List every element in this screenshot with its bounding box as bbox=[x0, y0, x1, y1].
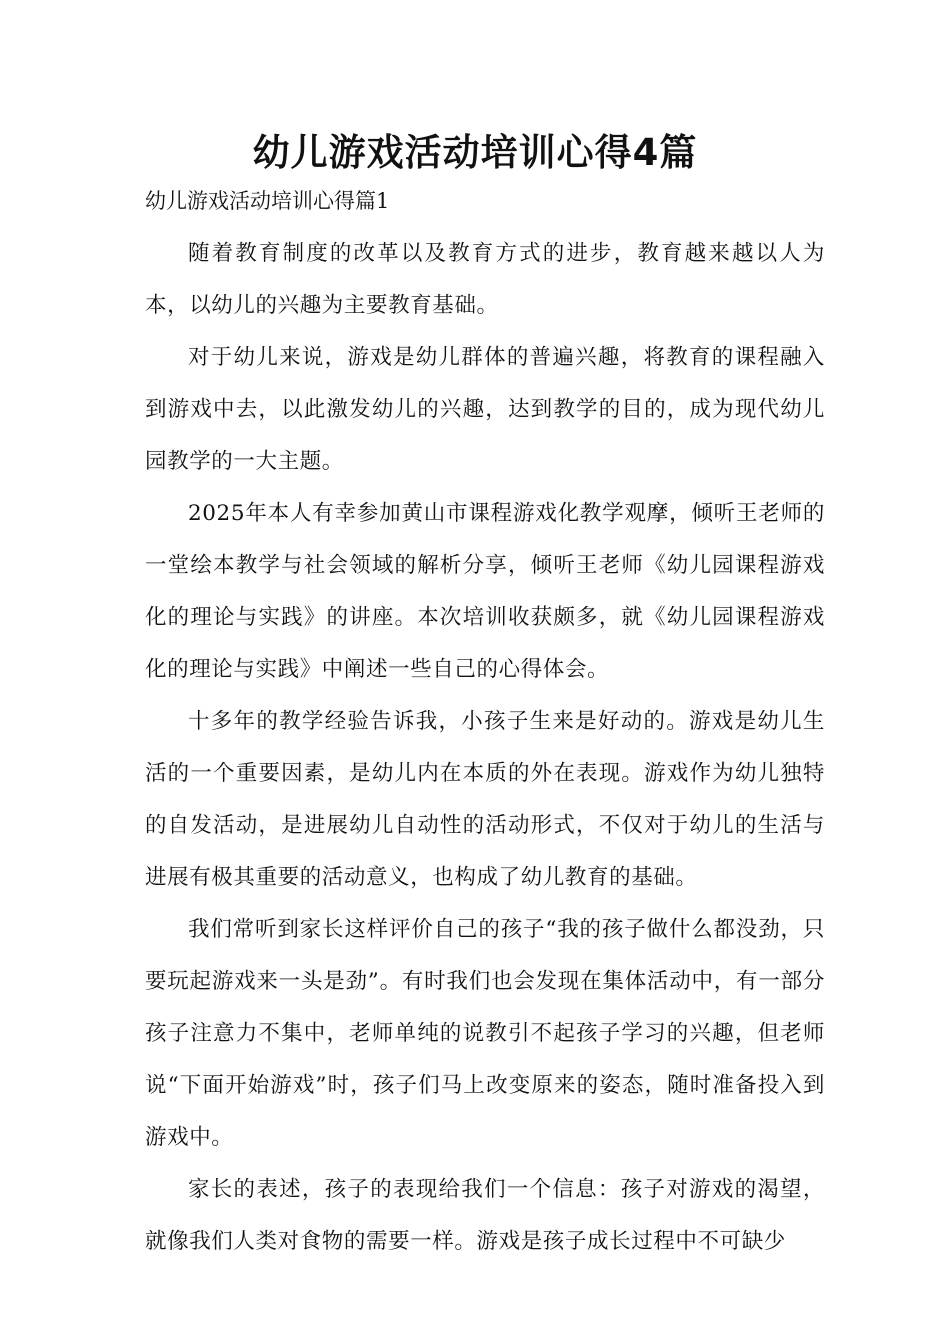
paragraph: 十多年的教学经验告诉我，小孩子生来是好动的。游戏是幼儿生活的一个重要因素，是幼儿内在本质的外在表现。游戏作为幼儿独特的自发活动，是进展幼儿自动性的活动形式，不仅对于幼儿的生活与进展有极其重要的活动意义，也构成了幼儿教育的基础。 bbox=[145, 709, 825, 890]
paragraph: 对于幼儿来说，游戏是幼儿群体的普遍兴趣，将教育的课程融入到游戏中去，以此激发幼儿的兴趣，达到教学的目的，成为现代幼儿园教学的一大主题。 bbox=[145, 345, 825, 474]
paragraph: 家长的表述，孩子的表现给我们一个信息：孩子对游戏的渴望，就像我们人类对食物的需要一样。游戏是孩子成长过程中不可缺少 bbox=[145, 1177, 825, 1254]
document-title: 幼儿游戏活动培训心得4篇 bbox=[252, 131, 698, 174]
paragraph: 2025年本人有幸参加黄山市课程游戏化教学观摩，倾听王老师的一堂绘本教学与社会领域的解析分享，倾听王老师《幼儿园课程游戏化的理论与实践》的讲座。本次培训收获颇多，就《幼儿园课程游戏化的理论与实践》中阐述一些自己的心得体会。 bbox=[145, 501, 825, 682]
paragraph: 随着教育制度的改革以及教育方式的进步，教育越来越以人为本，以幼儿的兴趣为主要教育基础。 bbox=[145, 241, 825, 318]
section-heading: 幼儿游戏活动培训心得篇1 bbox=[145, 189, 390, 213]
paragraph: 我们常听到家长这样评价自己的孩子“我的孩子做什么都没劲，只要玩起游戏来一头是劲”。有时我们也会发现在集体活动中，有一部分孩子注意力不集中，老师单纯的说教引不起孩子学习的兴趣，但老师说“下面开始游戏”时，孩子们马上改变原来的姿态，随时准备投入到游戏中。 bbox=[145, 917, 825, 1150]
document-body bbox=[145, 228, 825, 1268]
